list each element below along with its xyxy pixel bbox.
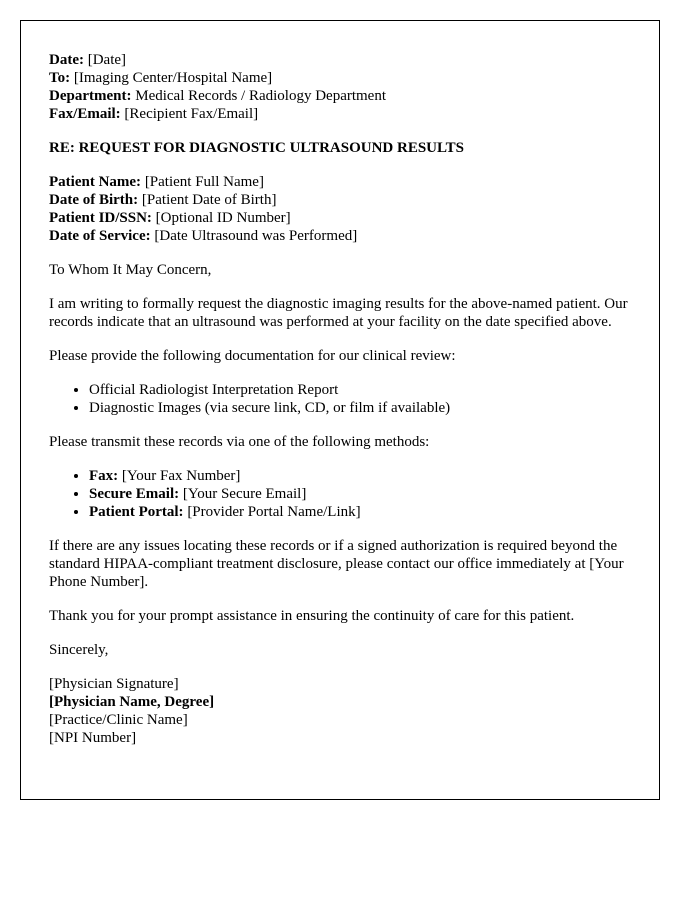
practice-name: [Practice/Clinic Name]	[49, 712, 188, 728]
patient-id-label: Patient ID/SSN:	[49, 210, 152, 226]
patient-info	[49, 173, 631, 245]
salutation: To Whom It May Concern,	[49, 262, 212, 278]
paragraph-issues: If there are any issues locating these records or if a signed authorization is required beyond the standard HIPAA-compliant treatment disclosure, please contact our office immediately at [Your Phone Number].	[49, 538, 624, 590]
patient-id-value: [Optional ID Number]	[155, 210, 291, 226]
signature-block	[49, 675, 631, 747]
paragraph-methods-intro: Please transmit these records via one of the following methods:	[49, 434, 430, 450]
documentation-list	[49, 381, 631, 417]
closing: Sincerely,	[49, 642, 109, 658]
patient-name-line	[49, 173, 631, 191]
service-date-value: [Date Ultrasound was Performed]	[154, 228, 358, 244]
letter-page	[20, 20, 660, 800]
department-label: Department:	[49, 88, 132, 104]
service-date-line	[49, 227, 631, 245]
paragraph-documentation-intro: Please provide the following documentation for our clinical review:	[49, 348, 456, 364]
department-line	[49, 87, 631, 105]
to-label: To:	[49, 70, 71, 86]
department-value: Medical Records / Radiology Department	[135, 88, 387, 104]
method-value: [Provider Portal Name/Link]	[187, 504, 361, 520]
date-line	[49, 51, 631, 69]
dob-label: Date of Birth:	[49, 192, 139, 208]
method-label: Patient Portal:	[89, 504, 184, 520]
patient-name-label: Patient Name:	[49, 174, 142, 190]
date-label: Date:	[49, 52, 84, 68]
list-item	[89, 503, 631, 521]
list-item	[89, 485, 631, 503]
method-label: Fax:	[89, 468, 119, 484]
paragraph-request: I am writing to formally request the diagnostic imaging results for the above-named patient. Our records indicate that an ultrasound was performed at your facility on the date specified above.	[49, 296, 628, 330]
dob-value: [Patient Date of Birth]	[141, 192, 277, 208]
letter-header	[49, 51, 631, 123]
fax-email-value: [Recipient Fax/Email]	[124, 106, 259, 122]
method-value: [Your Secure Email]	[182, 486, 307, 502]
list-item	[89, 467, 631, 485]
dob-line	[49, 191, 631, 209]
npi-number: [NPI Number]	[49, 730, 137, 746]
patient-name-value: [Patient Full Name]	[144, 174, 264, 190]
physician-name: [Physician Name, Degree]	[49, 694, 215, 710]
subject-line: RE: REQUEST FOR DIAGNOSTIC ULTRASOUND RESULTS	[49, 140, 464, 156]
service-date-label: Date of Service:	[49, 228, 151, 244]
date-value: [Date]	[87, 52, 127, 68]
method-label: Secure Email:	[89, 486, 180, 502]
fax-email-label: Fax/Email:	[49, 106, 121, 122]
list-item: • Diagnostic Images (via secure link, CD, or film if available)	[89, 399, 631, 417]
signature-line: [Physician Signature]	[49, 676, 179, 692]
to-line	[49, 69, 631, 87]
to-value: [Imaging Center/Hospital Name]	[73, 70, 273, 86]
methods-list	[49, 467, 631, 521]
list-item: • Official Radiologist Interpretation Report	[89, 381, 631, 399]
patient-id-line	[49, 209, 631, 227]
method-value: [Your Fax Number]	[121, 468, 241, 484]
paragraph-thanks: Thank you for your prompt assistance in ensuring the continuity of care for this patient.	[49, 608, 575, 624]
fax-email-line	[49, 105, 631, 123]
